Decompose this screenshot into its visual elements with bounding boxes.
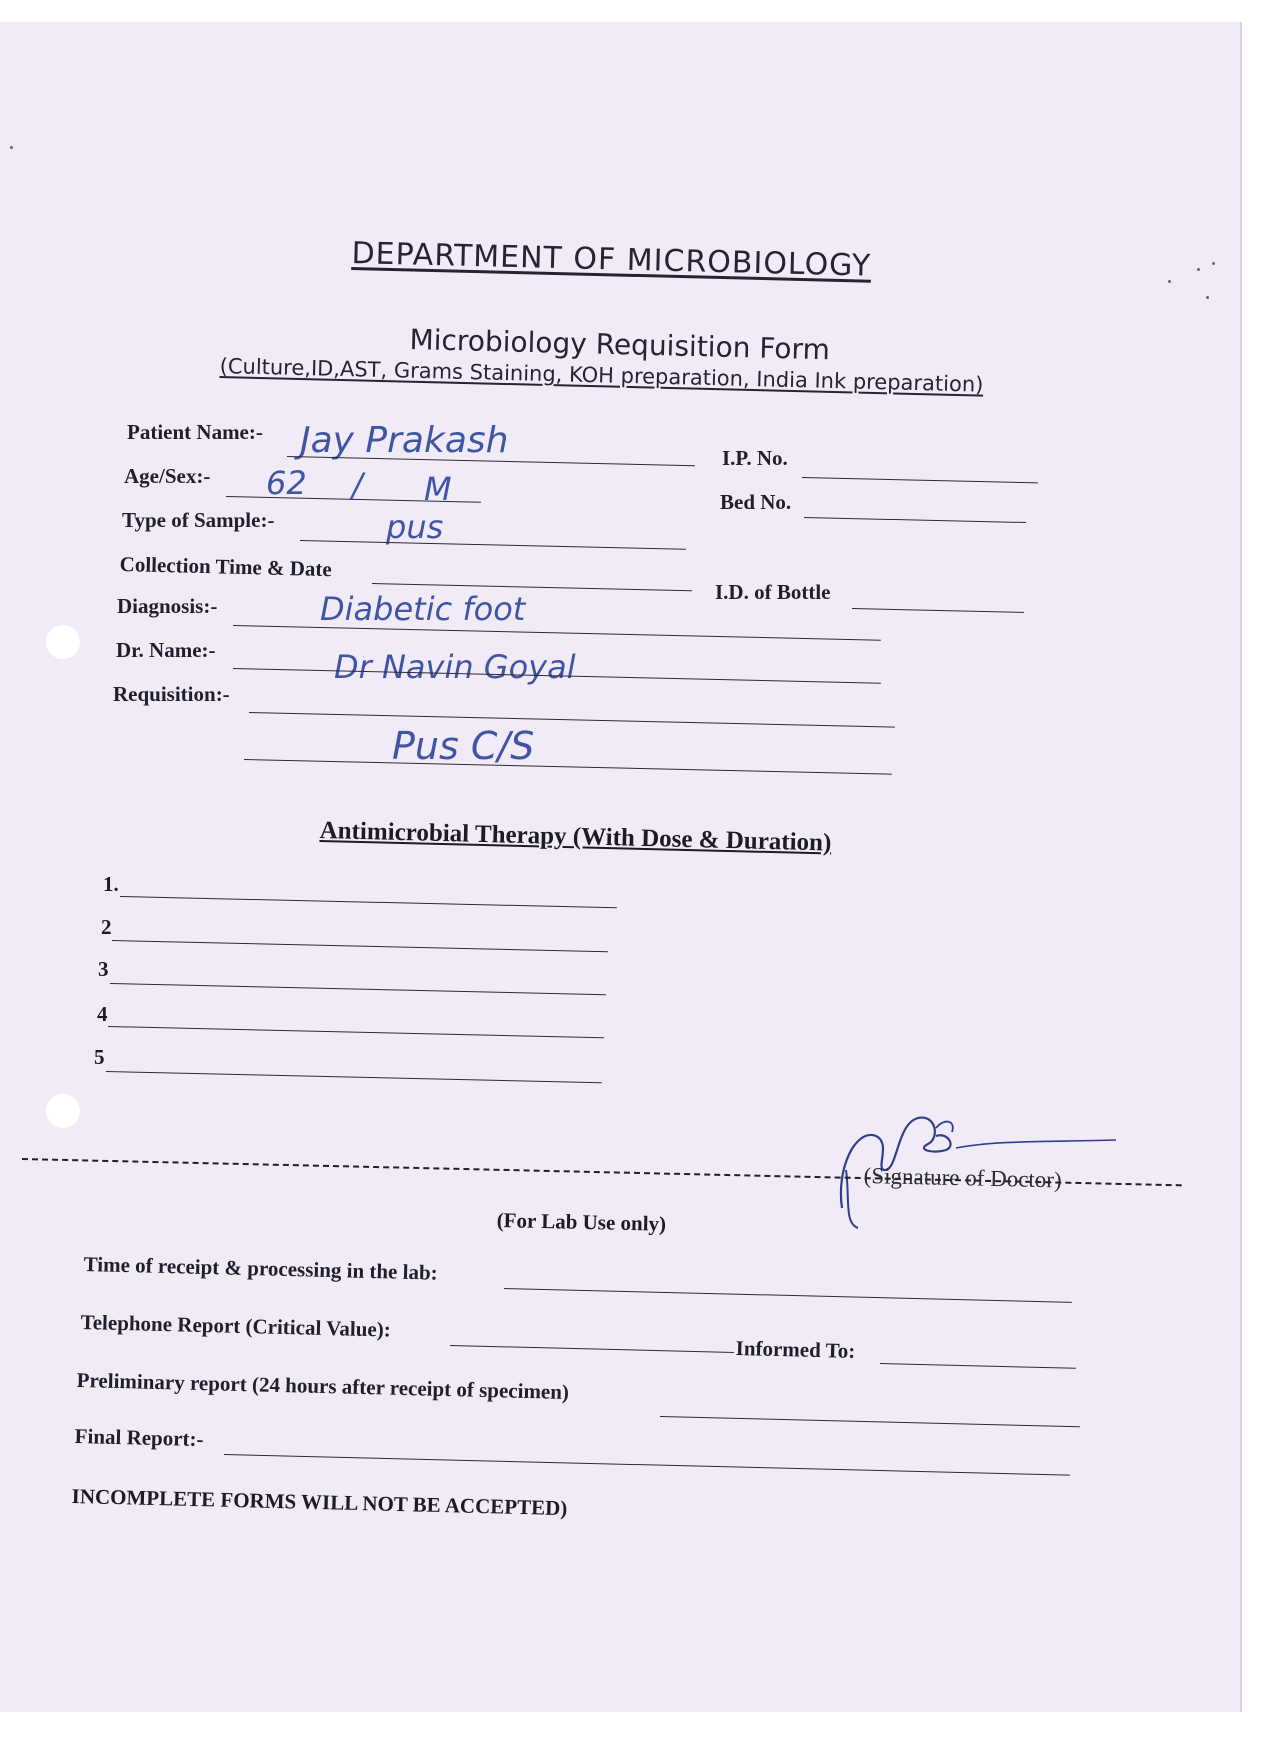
telephone-report-label: Telephone Report (Critical Value):	[80, 1310, 392, 1342]
age-value[interactable]: 62	[266, 464, 307, 502]
requisition-value[interactable]: Pus C/S	[392, 724, 535, 768]
bed-number-label: Bed No.	[720, 490, 792, 514]
collection-label: Collection Time & Date	[119, 552, 333, 582]
speck	[10, 146, 13, 149]
informed-to-label: Informed To:	[735, 1336, 856, 1363]
diagnosis-label: Diagnosis:-	[117, 594, 218, 618]
patient-name-label: Patient Name:-	[127, 420, 263, 444]
therapy-item-number: 3	[98, 957, 109, 981]
doctor-label: Dr. Name:-	[116, 638, 216, 662]
receipt-time-label: Time of receipt & processing in the lab:	[83, 1252, 438, 1285]
diagnosis-value[interactable]: Diabetic foot	[320, 590, 526, 628]
signature-caption: (Signature of Doctor)	[863, 1163, 1062, 1193]
form-subtitle: (Culture,ID,AST, Grams Staining, KOH preparation, India Ink preparation)	[219, 354, 984, 397]
sex-value[interactable]: M	[424, 470, 452, 508]
therapy-title: Antimicrobial Therapy (With Dose & Duration)	[319, 817, 832, 857]
therapy-item-number: 2	[101, 915, 112, 939]
age-sex-label: Age/Sex:-	[124, 464, 211, 488]
department-heading: DEPARTMENT OF MICROBIOLOGY	[351, 236, 872, 284]
therapy-item-number: 5	[94, 1045, 105, 1069]
punch-hole-top	[46, 625, 80, 659]
speck	[1212, 262, 1215, 265]
form-title: Microbiology Requisition Form	[409, 323, 831, 367]
doctor-value[interactable]: Dr Navin Goyal	[334, 648, 576, 686]
speck	[1206, 296, 1209, 299]
patient-name-value[interactable]: Jay Prakash	[300, 420, 509, 461]
bottle-id-label: I.D. of Bottle	[715, 580, 831, 604]
therapy-item-number: 4	[97, 1002, 108, 1026]
preliminary-report-label: Preliminary report (24 hours after receipt of specimen)	[76, 1368, 570, 1405]
speck	[1197, 268, 1200, 271]
ip-number-label: I.P. No.	[722, 446, 788, 470]
sex-separator: /	[352, 466, 363, 504]
speck	[1168, 280, 1171, 283]
therapy-item-number: 1.	[103, 872, 119, 896]
sample-type-value[interactable]: pus	[386, 508, 444, 546]
requisition-label: Requisition:-	[113, 682, 230, 706]
sample-type-label: Type of Sample:-	[122, 508, 275, 532]
final-report-label: Final Report:-	[74, 1424, 204, 1452]
punch-hole-bottom	[46, 1094, 80, 1128]
lab-use-heading: (For Lab Use only)	[496, 1208, 667, 1236]
incomplete-forms-notice: INCOMPLETE FORMS WILL NOT BE ACCEPTED)	[71, 1484, 568, 1521]
